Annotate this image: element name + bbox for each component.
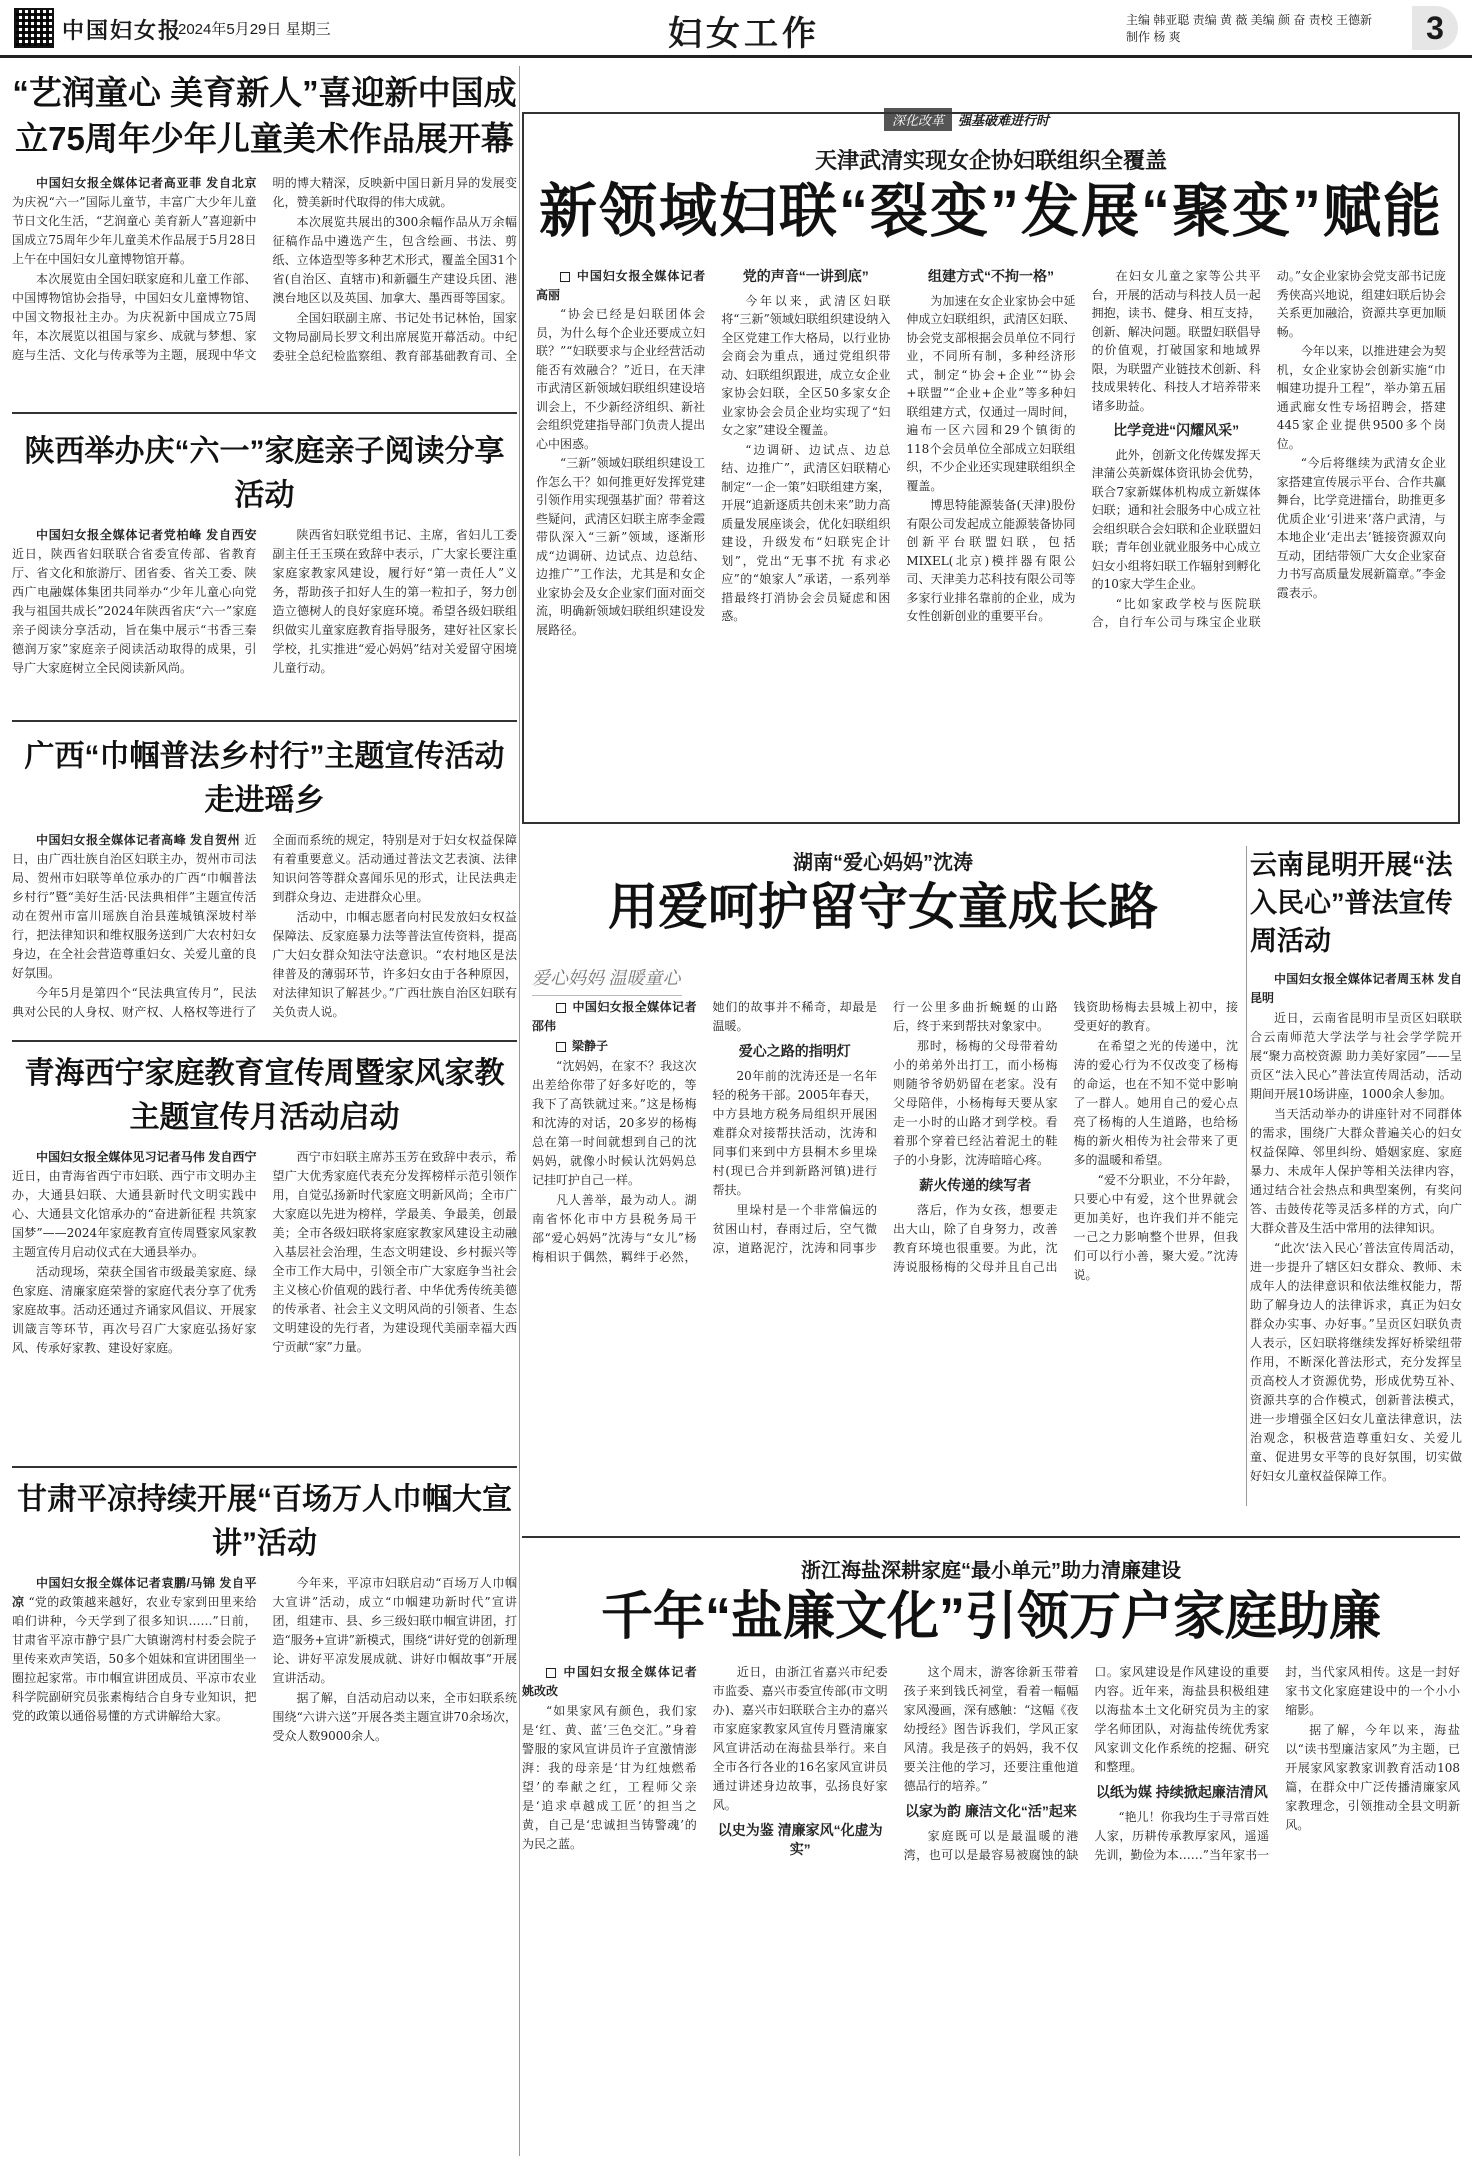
issue-date: 2024年5月29日 星期三 bbox=[178, 21, 331, 38]
article-body: 中国妇女报全媒体记者 高丽 “协会已经是妇联团体会员，为什么每个企业还要成立妇联？”“妇联要求与企业经营活动能否有效融合？”近日，在天津市武清区新领域妇联组织建设培训会上，不少新经济组织、新社会组织党建指导部门负责人提出心中困惑。 “三新”领域妇联组织建设工作怎么干？如何推更好发挥党建引领作用实现强基扩面？带着这些疑问，武清区妇联主席李金霞带队深入“三新”领域，逐渐形成“边调研、边试点、边总结、边推广”工作法，尤其是和女企业家协会及女企业家们面对面交流，明确新领域妇联组织建设发展路径。 党的声音“一讲到底” 今年以来，武清区妇联将“三新”领域妇联组织建设纳入全区党建工作大格局，以行业协会商会为重点，通过党组织带动、妇联组织跟进，成立女企业家协会妇联，全区50多家女企业家协会会员企业均实现了“妇女之家”建设全覆盖。 “边调研、边试点、边总结、边推广”，武清区妇联精心制定“一企一策”妇联组建方案，开展“追新逐质共创未来”助力高质量发展座谈会，优化妇联组织建设，升级发布“妇联宪企计划”，党出“无事不扰 有求必应”的“娘家人”承诺，一系列举措最终打消协会会员疑虑和困惑。 组建方式“不拘一格” 为加速在女企业家协会中延伸成立妇联组织，武清区妇联、协会党支部根据会员单位不同行业，不同所有制，多种经济形式，制定“协会+企业”“协会+联盟”“企业+企业”等多种妇联组建方式，仅通过一周时间，遍布一区六园和29个镇街的118个会员单位全部成立妇联组织，不少企业还实现建联组织全覆盖。 博思特能源装备(天津)股份有限公司发起成立能源装备协同创新平台联盟妇联，包括MIXEL(北京)模拌器有限公司、天津美力芯科技有限公司等多家行业排名靠前的企业，成为女性创新创业的重要平台。 在妇女儿童之家等公共平台，开展的活动与科技人员一起拥抱，读书、健身、相互支持，创新、解决问题。联盟妇联倡导的价值观，打破国家和地域界限，为联盟产业链技术创新、科技成果转化、科技人才培养带来诸多助益。 比学竞进“闪耀风采” 此外，创新文化传媒发挥天津蒲公英新媒体资讯协会优势，联合7家新媒体机构成立新媒体妇联；通和社会服务中心成立社会组织联合会妇联和企业联盟妇联；青年创业就业服务中心成立妇女小组将妇联工作辐射到孵化的10家大学生企业。 “比如家政学校与医院联合，自行车公司与珠宝企业联动。”女企业家协会党支部书记庞秀侠高兴地说，组建妇联后协会关系更加融洽，资源共享更加顺畅。 今年以来，以推进建会为契机，女企业家协会创新实施“巾帼建功提升工程”，举办第五届通武廊女性专场招聘会，搭建445家企业提供9500多个岗位。 “今后将继续为武清女企业家搭建宣传展示平台、合作共赢舞台，比学竞进擂台，助推更多优质企业‘引进来’落户武清，与本地企业‘走出去’链接资源双向互动，团结带领广大女企业家奋力书写高质量发展新篇章。”李金霞表示。 bbox=[536, 268, 1446, 637]
article-title: 云南昆明开展“法入民心”普法宣传周活动 bbox=[1250, 850, 1453, 956]
subheading: 组建方式“不拘一格” bbox=[927, 268, 1054, 284]
article-byline: 中国妇女报全媒体记者周玉林 发自昆明 bbox=[1250, 972, 1462, 1005]
column-divider bbox=[519, 66, 520, 2156]
article-tianjin-wuqing bbox=[522, 112, 1460, 824]
divider bbox=[12, 1466, 517, 1468]
article-title: “艺润童心 美育新人”喜迎新中国成立75周年少年儿童美术作品展开幕 bbox=[12, 74, 517, 157]
article-qinghai-family bbox=[12, 1052, 517, 1452]
subheading: 比学竞进“闪耀风采” bbox=[1113, 422, 1240, 438]
article-body: 中国妇女报全媒体记者 邵伟 梁静子 “沈妈妈，在家不？我这次出差给你带了好多好吃的，等我下了高铁就过来。”这是杨梅和沈涛的对话，20多岁的杨梅总在第一时间就想到自己的沈妈妈，就像小时候认沈妈妈总记挂叮护自己一样。 凡人善举，最为动人。湖南省怀化市中方县税务局干部“爱心妈妈”沈涛与“女儿”杨梅相识于偶然，羁绊于必然，她们的故事并不稀奇，却最是温暖。 爱心之路的指明灯 20年前的沈涛还是一名年轻的税务干部。2005年春天，中方县地方税务局组织开展困难群众对接帮扶活动，沈涛和同事们来到中方县桐木乡里垛村(现已合并到新路河镇)进行帮扶。 里垛村是一个非常偏远的贫困山村，春雨过后，空气微凉，道路泥泞，沈涛和同事步行一公里多曲折蜿蜒的山路后，终于来到帮扶对象家中。 那时，杨梅的父母带着幼小的弟弟外出打工，而小杨梅则随爷爷奶奶留在老家。没有父母陪伴，小杨梅每天要从家走一小时的山路才到学校。看着那个穿着已经沾着泥土的鞋子的小身影，沈涛暗暗心疼。 薪火传递的续写者 落后，作为女孩，想要走出大山，除了自身努力，改善教育环境也很重要。为此，沈涛说服杨梅的父母并且自己出钱资助杨梅去县城上初中，接受更好的教育。 在希望之光的传递中，沈涛的爱心行为不仅改变了杨梅的命运，也在不知不觉中影响了一群人。她用自己的爱心点亮了杨梅的人生道路，也给杨梅的新火相传为社会带来了更多的温暖和希望。 “爱不分职业，不分年龄，只要心中有爱，这个世界就会更加美好，也许我们并不能完一己之力影响整个世界，但我们可以行小善，聚大爱。”沈涛说。 bbox=[532, 1000, 1238, 1282]
subheading: 以史为鉴 清廉家风“化虚为实” bbox=[717, 1822, 883, 1857]
square-icon bbox=[556, 1042, 566, 1052]
article-body: 中国妇女报全媒体记者高峰 发自贺州 近日，由广西壮族自治区妇联主办，贺州市司法局、贺州市妇联等单位承办的广西“巾帼普法乡村行”暨“美好生活·民法典相伴”主题宣传活动在贺州市富川瑶族自治县莲城镇深坡村举行，把法律知识和维权服务送到广大农村妇女身边，在全社会营造尊重妇女、关爱儿童的良好氛围。 今年5月是第四个“民法典宣传月”，民法典对公民的人身权、财产权、人格权等进行了全面而系统的规定，特别是对于妇女权益保障有着重要意义。活动通过普法文艺表演、法律知识问答等群众喜闻乐见的形式，让民法典走到群众身边、走进群众心里。 活动中，巾帼志愿者向村民发放妇女权益保障法、反家庭暴力法等普法宣传资料，提高广大妇女群众知法守法意识。“农村地区是法律普及的薄弱环节，许多妇女由于各种原因，对法律知识了解甚少。”广西壮族自治区妇联有关负责人说。 bbox=[12, 833, 517, 1019]
paper-name: 中国妇女报 bbox=[62, 18, 183, 44]
article-title: 陕西举办庆“六一”家庭亲子阅读分享活动 bbox=[24, 435, 505, 512]
qr-code-icon bbox=[14, 8, 54, 48]
article-title: 青海西宁家庭教育宣传周暨家风家教主题宣传月活动启动 bbox=[24, 1057, 505, 1134]
divider bbox=[12, 1040, 517, 1042]
editor-credits: 主编 韩亚聪 责编 黄 薇 美编 颜 奋 责校 王德新 制作 杨 爽 bbox=[1126, 13, 1373, 44]
article-body: 中国妇女报全媒体见习记者马伟 发自西宁 近日，由青海省西宁市妇联、西宁市文明办主办，大通县妇联、大通县新时代文明实践中心、大通县文化馆承办的“奋进新征程 共筑家国梦”——2024年家庭教育宣传周暨家风家教主题宣传月启动仪式在大通县举办。 活动现场，荣获全国省市级最美家庭、绿色家庭、清廉家庭荣誉的家庭代表分享了优秀家庭故事。活动还通过齐诵家风倡议、开展家训箴言等环节，再次号召广大家庭弘扬好家风、传承好家教、建设好家庭。 西宁市妇联主席苏玉芳在致辞中表示，希望广大优秀家庭代表充分发挥榜样示范引领作用，自觉弘扬新时代家庭文明新风尚；全市广大家庭以先进为榜样，学最美、争最美，创最美；全市各级妇联将家庭家教家风建设主动融入基层社会治理，生态文明建设、乡村振兴等全市工作大局中，引领全市广大家庭争当社会主义核心价值观的践行者、中华优秀传统美德的传承者、社会主义文明风尚的引领者、生态文明建设的先行者，为建设现代美丽幸福大西宁贡献“家”力量。 bbox=[12, 1150, 517, 1355]
article-body: 中国妇女报全媒体记者 姚改改 “如果家风有颜色，我们家是‘红、黄、蓝’三色交汇。”身着警服的家风宣讲员许子宣激情澎湃：我的母亲是‘甘为红烛燃希望’的奉献之红，工程师父亲是‘追求卓越成工匠’的担当之黄，自己是‘忠诚担当铸警魂’的为民之蓝。 近日，由浙江省嘉兴市纪委市监委、嘉兴市委宣传部(市文明办)、嘉兴市妇联联合主办的嘉兴市家庭家教家风宣传月暨清廉家风宣讲活动在海盐县举行。来自全市各行各业的16名家风宣讲员通过讲述身边故事，弘扬良好家风。 以史为鉴 清廉家风“化虚为实” 这个周末，游客徐新玉带着孩子来到钱氏祠堂，看着一幅幅家风漫画，深有感触：“这幅《夜幼授经》图告诉我们，学风正家风清。我是孩子的妈妈，我不仅要关注他的学习，还要注重他道德品行的培养。” 以家为韵 廉洁文化“活”起来 家庭既可以是最温暖的港湾，也可以是最容易被腐蚀的缺口。家风建设是作风建设的重要内容。近年来，海盐县积极组建以海盐本土文化研究员为主的家学名师团队，对海盐传统优秀家风家训文化作系统的挖掘、研究和整理。 以纸为媒 持续掀起廉洁清风 “艳儿！你我均生于寻常百姓人家，历耕传承教厚家风，遥遥先训，勤俭为本……”当年家书一封，当代家风相传。这是一封好家书文化家庭建设中的一个小小缩影。 据了解，今年以来，海盐以“读书型廉洁家风”为主题，已开展家风家教家训教育活动108篇，在群众中广泛传播清廉家风家教理念，引领推动全县文明新风。 bbox=[522, 1665, 1460, 1862]
square-icon bbox=[560, 272, 570, 282]
square-icon bbox=[546, 1668, 556, 1678]
section-title: 妇女工作 bbox=[668, 14, 820, 54]
divider bbox=[12, 720, 517, 722]
article-byline: 中国妇女报全媒体记者 邵伟 bbox=[532, 1000, 697, 1033]
article-byline: 中国妇女报全媒体记者高峰 发自贺州 bbox=[36, 833, 241, 847]
article-hunan-mother bbox=[522, 846, 1244, 1506]
article-body: 中国妇女报全媒体记者袁鹏/马锦 发自平凉 “党的政策越来越好，农业专家到田里来给咱们讲种，今天学到了很多知识……”日前，甘肃省平凉市静宁县广大镇谢湾村村委会院子里传来欢声笑语，50多个姐妹和宣讲团围坐一圈拉起家常。市巾帼宣讲团成员、平凉市农业科学院副研究员张素梅结合自身专业知识，把党的政策以通俗易懂的方式讲解给大家。 今年来，平凉市妇联启动“百场万人巾帼大宣讲”活动，成立“巾帼建功新时代”宣讲团，组建市、县、乡三级妇联巾帼宣讲团，打造“服务+宣讲”新模式，围绕“讲好党的创新理论、讲好平凉发展成就、讲好巾帼故事”开展宣讲活动。 据了解，自活动启动以来，全市妇联系统围绕“六讲六送”开展各类主题宣讲70余场次，受众人数9000余人。 bbox=[12, 1576, 517, 1743]
article-body: 中国妇女报全媒体记者周玉林 发自昆明 近日，云南省昆明市呈贡区妇联联合云南师范大学法学与社会学学院开展“聚力高校资源 助力美好家园”——呈贡区“法入民心”普法宣传周活动，活动期间开展10场讲座，1000余人参加。 当天活动举办的讲座针对不同群体的需求，围绕广大群众普遍关心的妇女权益保障、邻里纠纷、婚姻家庭、家庭暴力、未成年人保护等相关法律内容，通过结合社会热点和典型案例，有奖问答、击鼓传花等灵活多样的方式，向广大群众普及生活中常用的法律知识。 “此次‘法入民心’普法宣传周活动，进一步提升了辖区妇女群众、教师、未成年人的法律意识和依法维权能力，帮助了解身边人的法律诉求，真正为妇女群众办实事、办好事。”呈贡区妇联负责人表示，区妇联将继续发挥好桥梁纽带作用，不断深化普法形式，充分发挥呈贡高校人才资源优势，形成优势互补、资源共享的合作模式，创新普法模式，进一步增强全区妇女儿童法律意识，法治观念，积极营造尊重妇女、关爱儿童、促进男女平等的良好氛围，切实做好妇女儿童权益保障工作。 bbox=[1250, 972, 1462, 1483]
article-byline-2: 梁静子 bbox=[572, 1039, 609, 1053]
article-byline: 中国妇女报全媒体记者党柏峰 发自西安 bbox=[36, 528, 257, 542]
article-kicker: 浙江海盐深耕家庭“最小单元”助力清廉建设 bbox=[801, 1560, 1181, 1582]
article-byline: 中国妇女报全媒体记者袁鹏/马锦 发自平凉 bbox=[12, 1576, 257, 1609]
article-title: 千年“盐廉文化”引领万户家庭助廉 bbox=[600, 1588, 1381, 1646]
tag-label: 深化改革 bbox=[884, 108, 952, 131]
article-guangxi-law bbox=[12, 735, 517, 1035]
article-byline: 中国妇女报全媒体记者 高丽 bbox=[536, 269, 706, 302]
calligraphy-caption: 爱心妈妈 温暖童心 bbox=[532, 964, 682, 996]
article-art-exhibition bbox=[12, 70, 517, 380]
article-zhejiang-haiyan bbox=[522, 1536, 1460, 2156]
masthead bbox=[0, 0, 1472, 58]
article-title: 用爱呵护留守女童成长路 bbox=[608, 879, 1158, 935]
tag-subtitle: 强基破难进行时 bbox=[958, 112, 1050, 128]
subheading: 以纸为媒 持续掀起廉洁清风 bbox=[1095, 1784, 1268, 1800]
article-byline: 中国妇女报全媒体记者 姚改改 bbox=[522, 1665, 697, 1698]
article-yunnan-law bbox=[1250, 846, 1462, 1506]
subheading: 以家为韵 廉洁文化“活”起来 bbox=[905, 1803, 1077, 1819]
article-title: 广西“巾帼普法乡村行”主题宣传活动走进瑶乡 bbox=[24, 740, 505, 817]
article-body: 中国妇女报全媒体记者高亚菲 发自北京 为庆祝“六一”国际儿童节，丰富广大少年儿童节日文化生活，“艺润童心 美育新人”喜迎新中国成立75周年少年儿童美术作品展于5月28日上午在中国妇女儿童博物馆开幕。 本次展览由全国妇联家庭和儿童工作部、中国博物馆协会指导，中国妇女儿童博物馆、中国文物报社主办。为庆祝新中国成立75周年，本次展览以祖国与家乡、成就与梦想、家庭与生活、文化与传承等为主题，展现中华文明的博大精深，反映新中国日新月异的发展变化，赞美新时代取得的伟大成就。 本次展览共展出的300余幅作品从万余幅征稿作品中遴选产生，包含绘画、书法、剪纸、立体造型等多种艺术形式，覆盖全国31个省(自治区、直辖市)和新疆生产建设兵团、港澳台地区以及英国、加拿大、墨西哥等国家。 全国妇联副主席、书记处书记林怡，国家文物局副局长罗文利出席展览开幕活动。中纪委驻全总纪检监察组、教育部基础教育司、全 bbox=[12, 176, 517, 363]
article-body: 中国妇女报全媒体记者党柏峰 发自西安 近日，陕西省妇联联合省委宣传部、省教育厅、省文化和旅游厅、团省委、省关工委、陕西广电融媒体集团共同举办“少年儿童心向党 我与祖国共成长”2024年陕西省庆“六一”家庭亲子阅读分享活动，旨在集中展示“书香三秦 德润万家”家庭亲子阅读活动取得的成果，引导广大家庭树立全民阅读新风尚。 陕西省妇联党组书记、主席，省妇儿工委副主任王玉瑛在致辞中表示，广大家长要注重家庭家教家风建设，履行好“第一责任人”义务，帮助孩子扣好人生的第一粒扣子，努力创造立德树人的良好家庭环境。希望各级妇联组织做实儿童家庭教育指导服务，建好社区家长学校，扎实推进“爱心妈妈”结对关爱留守困境儿童行动。 bbox=[12, 528, 517, 675]
article-title: 甘肃平凉持续开展“百场万人巾帼大宣讲”活动 bbox=[17, 1483, 512, 1560]
subheading: 党的声音“一讲到底” bbox=[742, 268, 869, 284]
article-shaanxi-reading bbox=[12, 430, 517, 690]
column-divider bbox=[1246, 846, 1247, 1506]
article-kicker: 天津武清实现女企协妇联组织全覆盖 bbox=[814, 148, 1167, 173]
article-title: 新领域妇联“裂变”发展“聚变”赋能 bbox=[538, 179, 1443, 244]
article-gansu-lecture bbox=[12, 1478, 517, 2158]
page-number: 3 bbox=[1412, 6, 1458, 50]
subheading: 爱心之路的指明灯 bbox=[738, 1043, 851, 1059]
square-icon bbox=[556, 1003, 566, 1013]
article-byline: 中国妇女报全媒体见习记者马伟 发自西宁 bbox=[36, 1150, 257, 1164]
subheading: 薪火传递的续写者 bbox=[919, 1177, 1032, 1193]
article-kicker: 湖南“爱心妈妈”沈涛 bbox=[793, 852, 973, 874]
divider bbox=[12, 412, 517, 414]
article-byline: 中国妇女报全媒体记者高亚菲 发自北京 bbox=[36, 176, 257, 190]
